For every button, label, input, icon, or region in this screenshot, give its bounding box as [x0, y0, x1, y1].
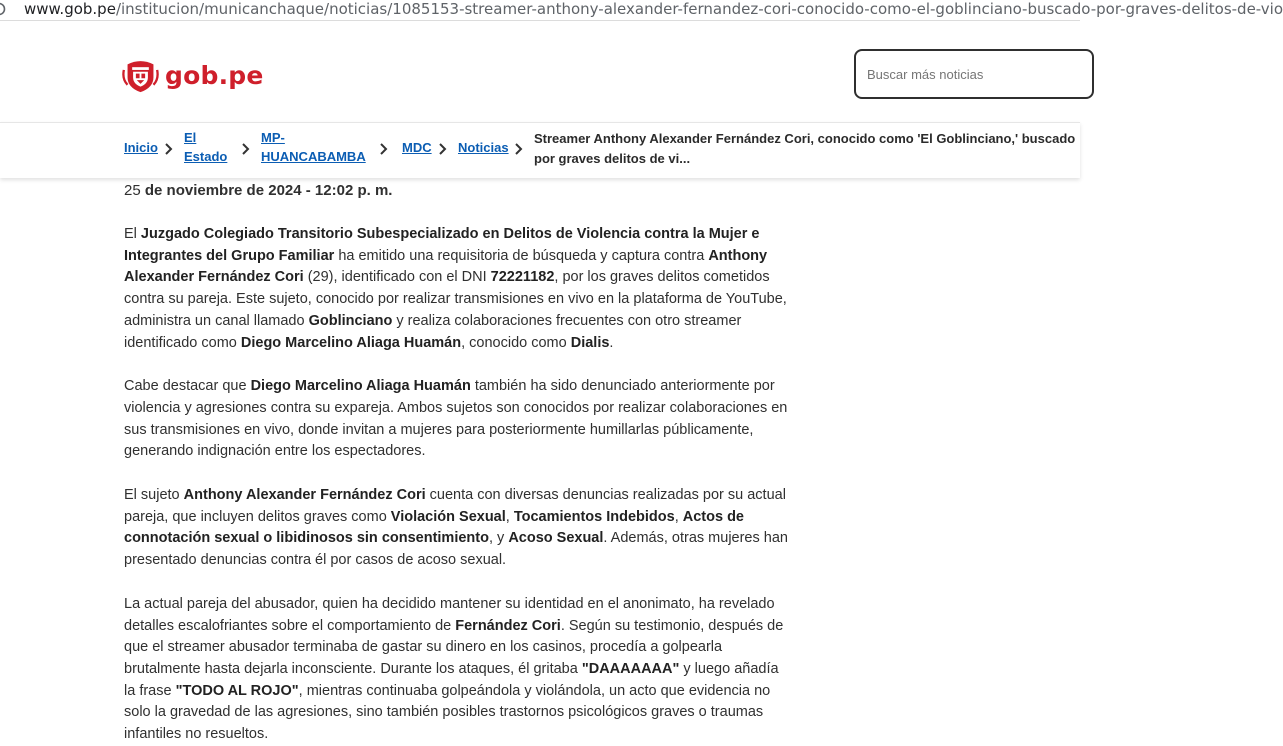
article-date-rest: de noviembre de 2024 - 12:02 p. m. — [144, 182, 393, 199]
breadcrumb-mdc[interactable]: MDC — [402, 140, 432, 155]
text-run: , por los graves delitos cometidos contra su pareja. Este sujeto, conocido por realizar transmisiones en vivo en la plataforma de YouTube, administra un canal llamado — [124, 269, 787, 329]
chevron-right-icon — [513, 142, 525, 156]
article-paragraph — [124, 485, 789, 572]
article-paragraph — [124, 594, 789, 746]
bold-text: Fernández Cori — [455, 617, 561, 634]
article-date-day: 25 — [124, 182, 141, 199]
chevron-right-icon — [378, 142, 390, 156]
bold-text: Dialis — [570, 334, 610, 351]
text-run: Cabe destacar que — [124, 378, 251, 395]
bold-text: Diego Marcelino Aliaga Huamán — [250, 378, 471, 395]
text-run: ha emitido una requisitoria de búsqueda y captura contra — [334, 247, 709, 264]
article-date — [124, 180, 789, 202]
logo-text: gob.pe — [165, 60, 264, 90]
text-run: , — [674, 508, 683, 525]
search-box[interactable] — [854, 49, 1094, 99]
text-run: La actual pareja del abusador, quien ha decidido mantener su identidad en el anonimato, ha revelado detalles escalofriantes sobre el comportamiento de — [124, 595, 775, 634]
address-bar[interactable] — [0, 0, 1283, 21]
text-run: también ha sido denunciado anteriormente por violencia y agresiones contra su expareja. Ambos sujetos son conocidos por realizar colaboraciones en sus transmisiones en vivo, donde invitan a mujeres para posteriormente humillarlas públicamente, generando indignación entre los espectadores. — [124, 378, 788, 460]
article-paragraphs — [124, 224, 789, 746]
text-run: El — [124, 226, 141, 242]
breadcrumb-el-estado-line-2: Estado — [184, 149, 228, 164]
text-run: , mientras continuaba golpeándola y violándola, un acto que evidencia no solo la gravedad de las agresiones, sino también posibles trastornos psicológicos graves o traumas infantiles no resueltos. — [124, 682, 771, 743]
url-host: www.gob.pe — [24, 0, 116, 18]
bold-text: "DAAAAAAA" — [581, 660, 680, 677]
breadcrumb-mp-line-1: MP- — [261, 130, 285, 145]
article-paragraph — [124, 224, 789, 354]
site-info-icon[interactable] — [0, 1, 7, 17]
site-header — [0, 21, 1080, 122]
gob-pe-logo[interactable] — [122, 55, 264, 95]
text-run: , y — [488, 530, 509, 547]
article-body — [124, 178, 789, 746]
chevron-right-icon — [163, 142, 175, 156]
text-run: , conocido como — [461, 334, 571, 351]
breadcrumb-current-page: Streamer Anthony Alexander Fernández Cori, conocido como 'El Goblinciano,' buscado por graves delitos de vi... — [534, 131, 1076, 166]
bold-text: Acoso Sexual — [508, 530, 604, 547]
url-path: /institucion/municanchaque/noticias/1085153-streamer-anthony-alexander-fernandez-cori-conocido-como-el-goblinciano-buscado-por-graves-delitos-de-vio — [115, 0, 1283, 18]
text-run: cuenta con diversas denuncias realizadas por su actual pareja, que incluyen delitos graves como — [124, 487, 786, 525]
text-run: y luego añadía la frase — [124, 660, 779, 699]
breadcrumb-mp-huancabamba[interactable] — [261, 128, 366, 166]
bold-text: Tocamientos Indebidos — [513, 508, 675, 525]
text-run: El sujeto — [124, 487, 184, 504]
breadcrumb-el-estado-line-1: El — [184, 130, 197, 145]
breadcrumb-mp-line-2: HUANCABAMBA — [261, 149, 366, 164]
bold-text: Goblinciano — [308, 312, 393, 329]
bold-text: Violación Sexual — [390, 508, 506, 525]
breadcrumb-el-estado[interactable] — [184, 128, 227, 166]
bold-text: Anthony Alexander Fernández Cori — [183, 487, 426, 504]
bold-text: "TODO AL ROJO" — [175, 682, 299, 699]
text-run: (29), identificado con el DNI — [303, 269, 491, 286]
url-text[interactable] — [24, 0, 1283, 18]
breadcrumb-noticias[interactable]: Noticias — [458, 140, 509, 155]
breadcrumb — [0, 122, 1080, 178]
bold-text: Anthony Alexander Fernández Cori — [124, 247, 768, 286]
breadcrumb-inicio[interactable]: Inicio — [124, 140, 158, 155]
chevron-right-icon — [437, 142, 449, 156]
bold-text: Actos de connotación sexual o libidinosos sin consentimiento — [124, 508, 745, 547]
text-run: y realiza colaboraciones frecuentes con otro streamer identificado como — [124, 312, 742, 351]
chevron-right-icon — [240, 142, 252, 156]
article-paragraph — [124, 376, 789, 463]
text-run: . — [609, 334, 614, 351]
bold-text: Juzgado Colegiado Transitorio Subespecializado en Delitos de Violencia contra la Mujer e Integrantes del Grupo Familiar — [124, 226, 760, 264]
bold-text: Diego Marcelino Aliaga Huamán — [240, 334, 462, 351]
text-run: . Según su testimonio, después de que el streamer abusador terminaba de gastar su dinero en los casinos, procedía a golpearla brutalmente hasta dejarla inconsciente. Durante los ataques, él gritaba — [124, 617, 784, 677]
search-input[interactable] — [867, 51, 1082, 97]
peru-coat-of-arms-icon — [122, 57, 159, 94]
bold-text: 72221182 — [490, 269, 555, 286]
text-run: , — [505, 508, 514, 525]
text-run: . Además, otras mujeres han presentado denuncias contra él por casos de acoso sexual. — [124, 530, 788, 569]
